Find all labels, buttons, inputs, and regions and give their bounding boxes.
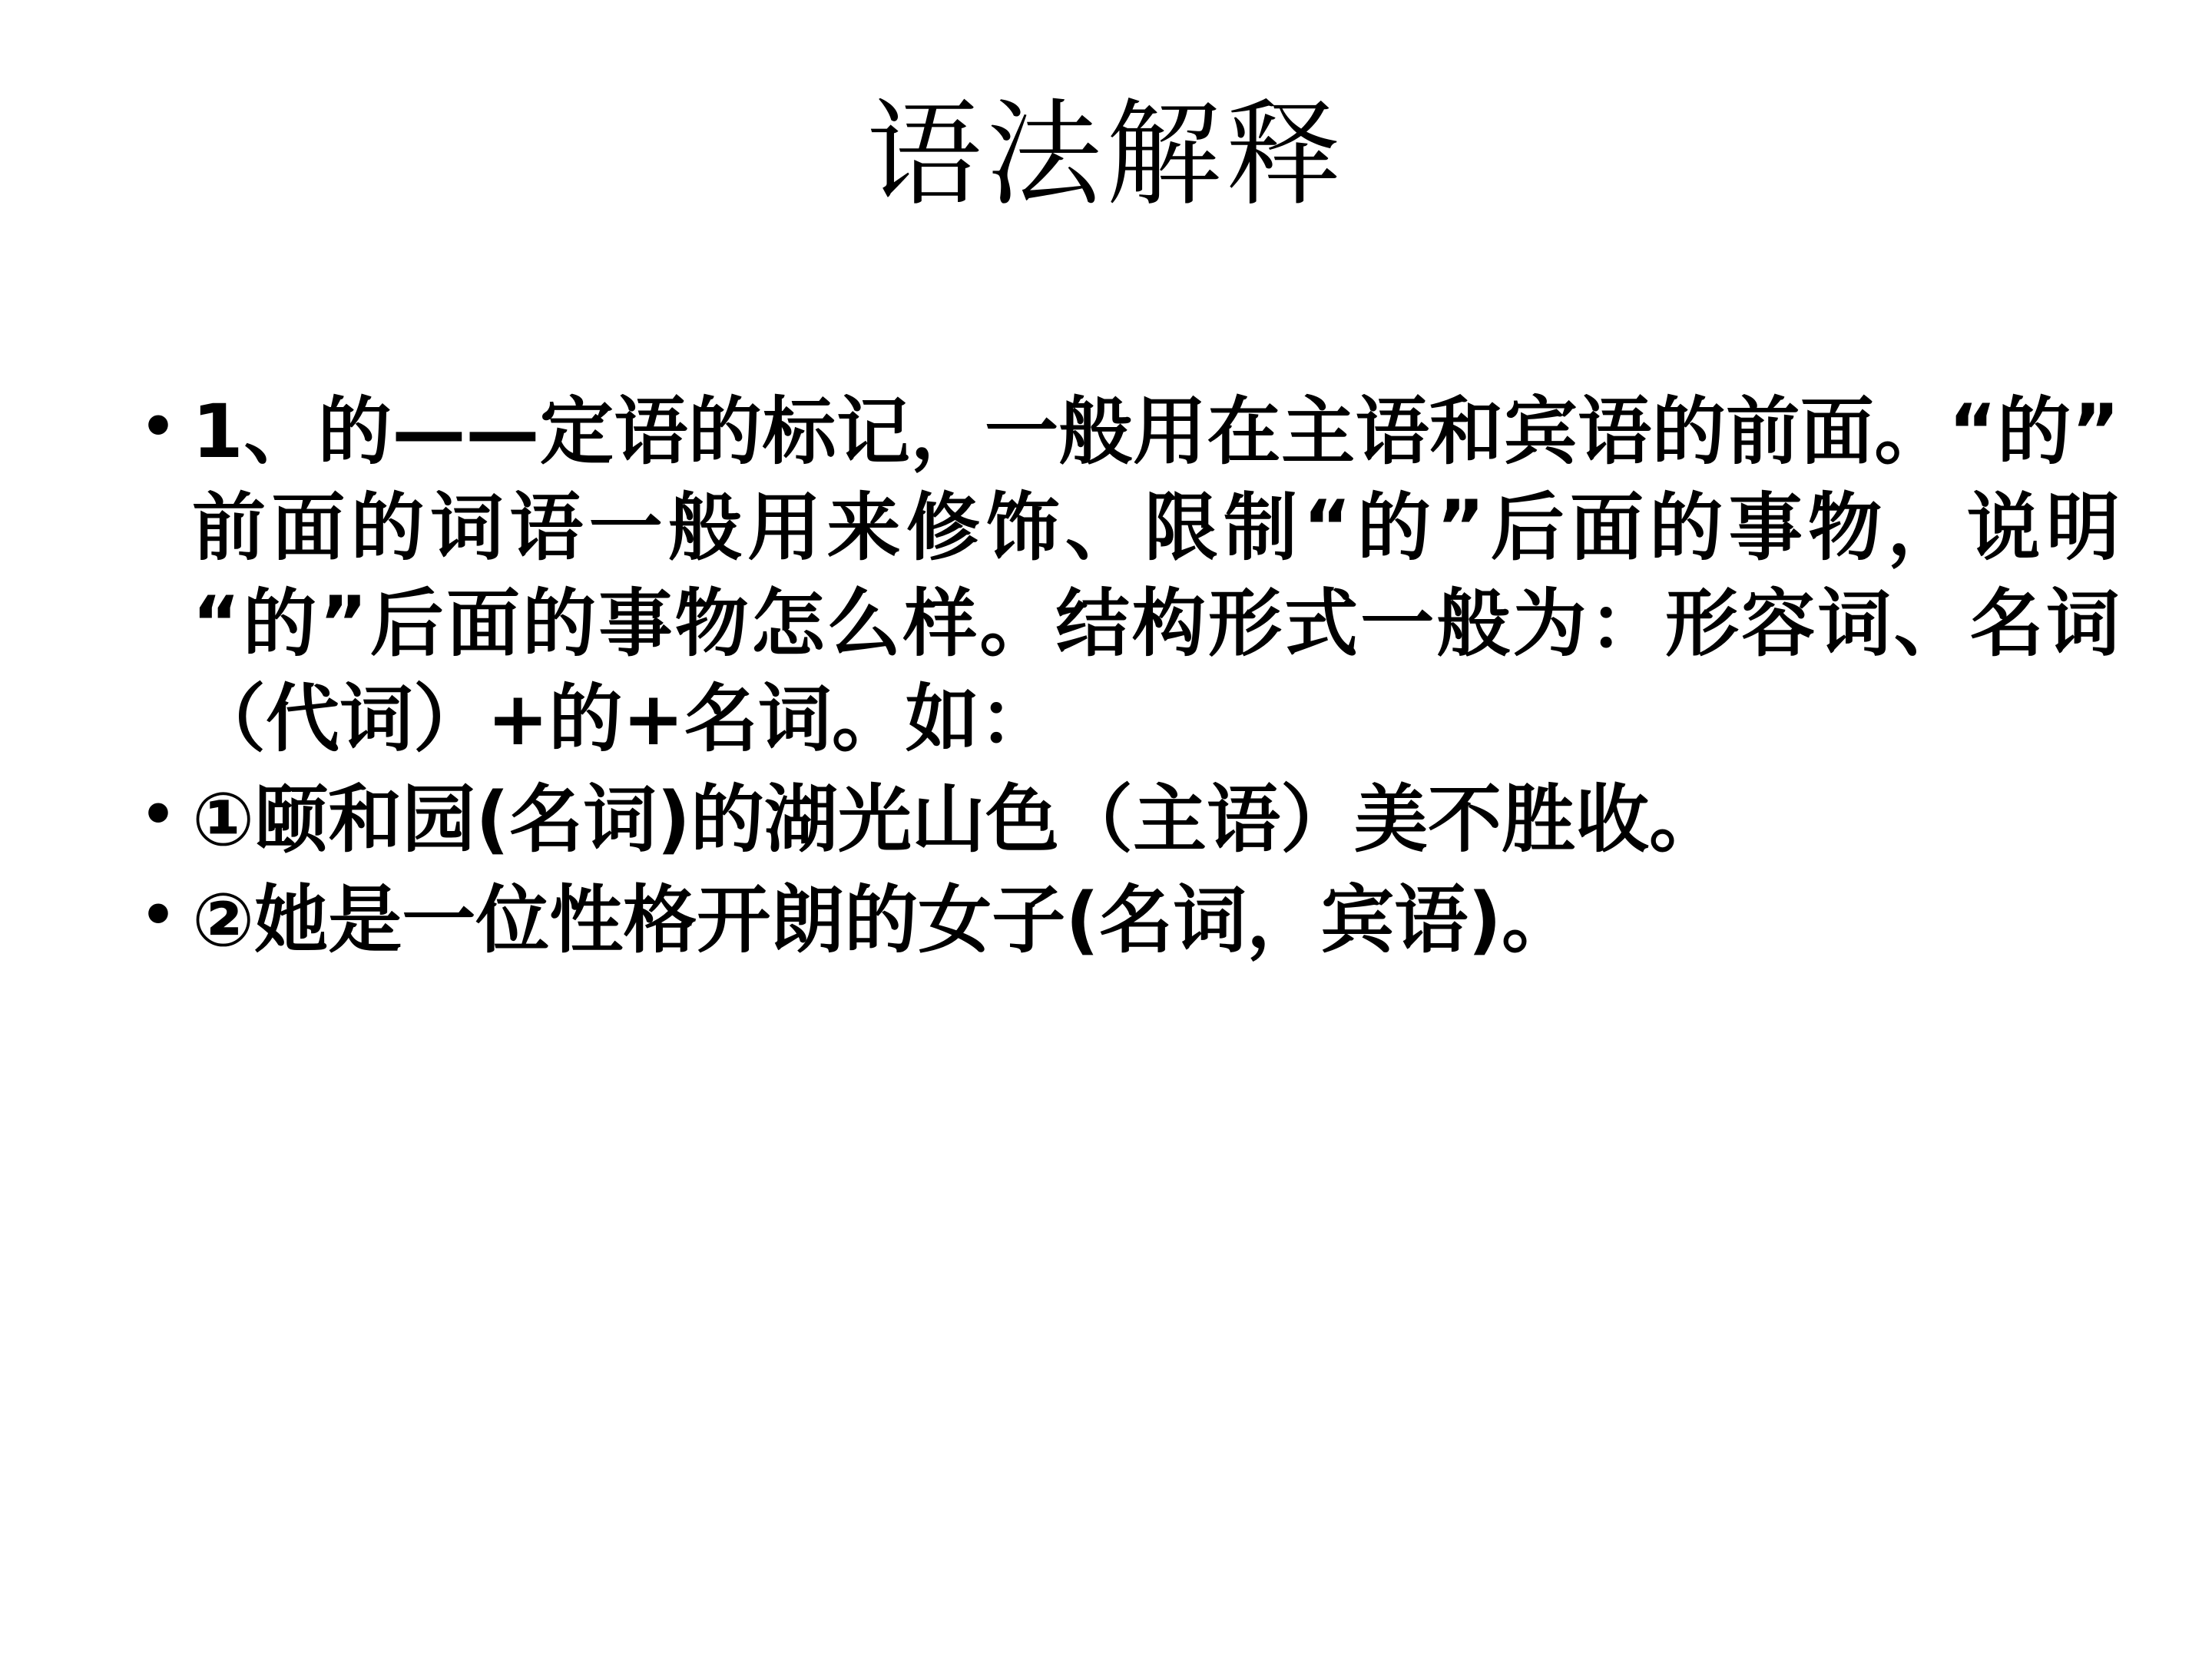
list-item <box>123 772 2120 868</box>
list-item <box>123 384 2120 767</box>
bullet-text-example-1: ①颐和园(名词)的湖光山色（主语）美不胜收。 <box>192 777 1724 863</box>
bullet-marker-icon: • <box>138 875 178 955</box>
bullet-text-example-2: ②她是一位性格开朗的女子(名词，宾语)。 <box>192 876 1576 963</box>
page-title: 语法解释 <box>866 88 1346 222</box>
slide-body <box>123 384 2120 973</box>
bullet-marker-icon: • <box>138 775 178 855</box>
bullet-marker-icon: • <box>138 387 178 466</box>
bullet-text-rule-1: 1、的——定语的标记，一般用在主语和宾语的前面。“的”前面的词语一般用来修饰、限制“的”后面的事物，说明“的”后面的事物怎么样。结构形式一般为：形容词、名词（代词）+的+名词。如： <box>192 389 2120 763</box>
list-item <box>123 873 2120 969</box>
